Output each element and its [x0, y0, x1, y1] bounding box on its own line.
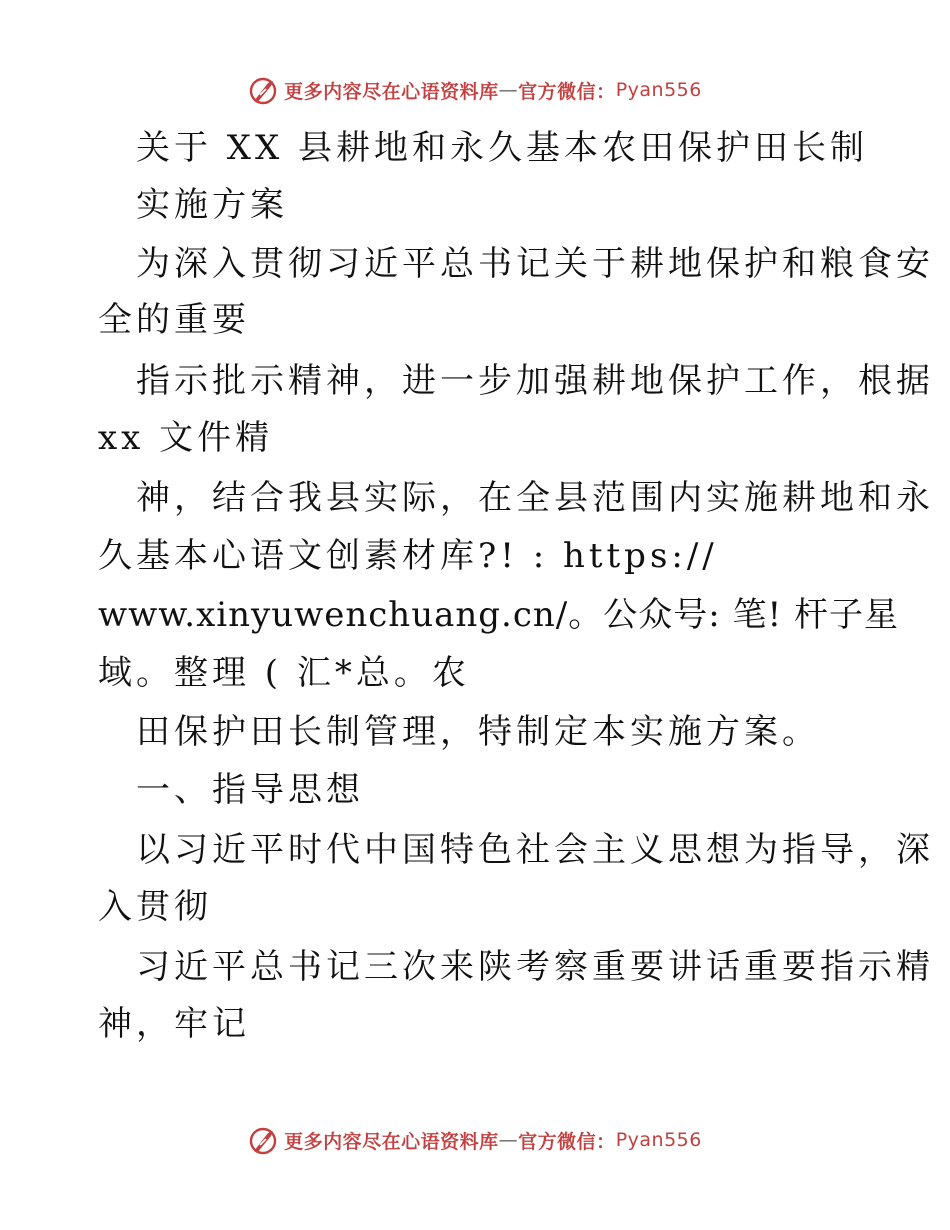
footer-watermark-banner [0, 1120, 950, 1160]
banner-dash: — [498, 1129, 519, 1151]
paragraph-line: 久基本心语文创素材库?! : https:// [98, 536, 718, 576]
pen-logo-icon [248, 1125, 278, 1155]
paragraph-line: www.xinyuwenchuang.cn/。公众号: 笔! 杆子星 [98, 595, 899, 635]
banner-main-text: 更多内容尽在心语资料库 [284, 80, 499, 103]
paragraph-line: 神，结合我县实际，在全县范围内实施耕地和永 [136, 478, 934, 518]
banner-dash: — [498, 79, 519, 101]
paragraph-line: 入贯彻 [98, 887, 212, 927]
banner-main-text: 更多内容尽在心语资料库 [284, 1130, 499, 1153]
document-title-line-1: 关于 XX 县耕地和永久基本农田保护田长制 [136, 128, 869, 168]
paragraph-line: 习近平总书记三次来陕考察重要讲话重要指示精 [136, 947, 934, 987]
banner-wechat-label: 官方微信： [518, 80, 616, 103]
document-title-line-2: 实施方案 [136, 185, 288, 225]
banner-wechat-id: Pyan556 [615, 79, 702, 101]
section-heading: 一、指导思想 [136, 770, 364, 810]
banner-wechat-label: 官方微信： [518, 1130, 616, 1153]
paragraph-line: 为深入贯彻习近平总书记关于耕地保护和粮食安 [136, 244, 934, 284]
paragraph-line: xx 文件精 [98, 418, 274, 458]
paragraph-line: 域。整理 ( 汇*总。农 [98, 653, 470, 693]
paragraph-line: 神，牢记 [98, 1004, 250, 1044]
paragraph-line: 全的重要 [98, 300, 250, 340]
paragraph-line: 田保护田长制管理，特制定本实施方案。 [136, 712, 820, 752]
paragraph-line: 指示批示精神，进一步加强耕地保护工作，根据 [136, 361, 934, 401]
paragraph-line: 以习近平时代中国特色社会主义思想为指导，深 [136, 830, 934, 870]
banner-wechat-id: Pyan556 [615, 1129, 702, 1151]
